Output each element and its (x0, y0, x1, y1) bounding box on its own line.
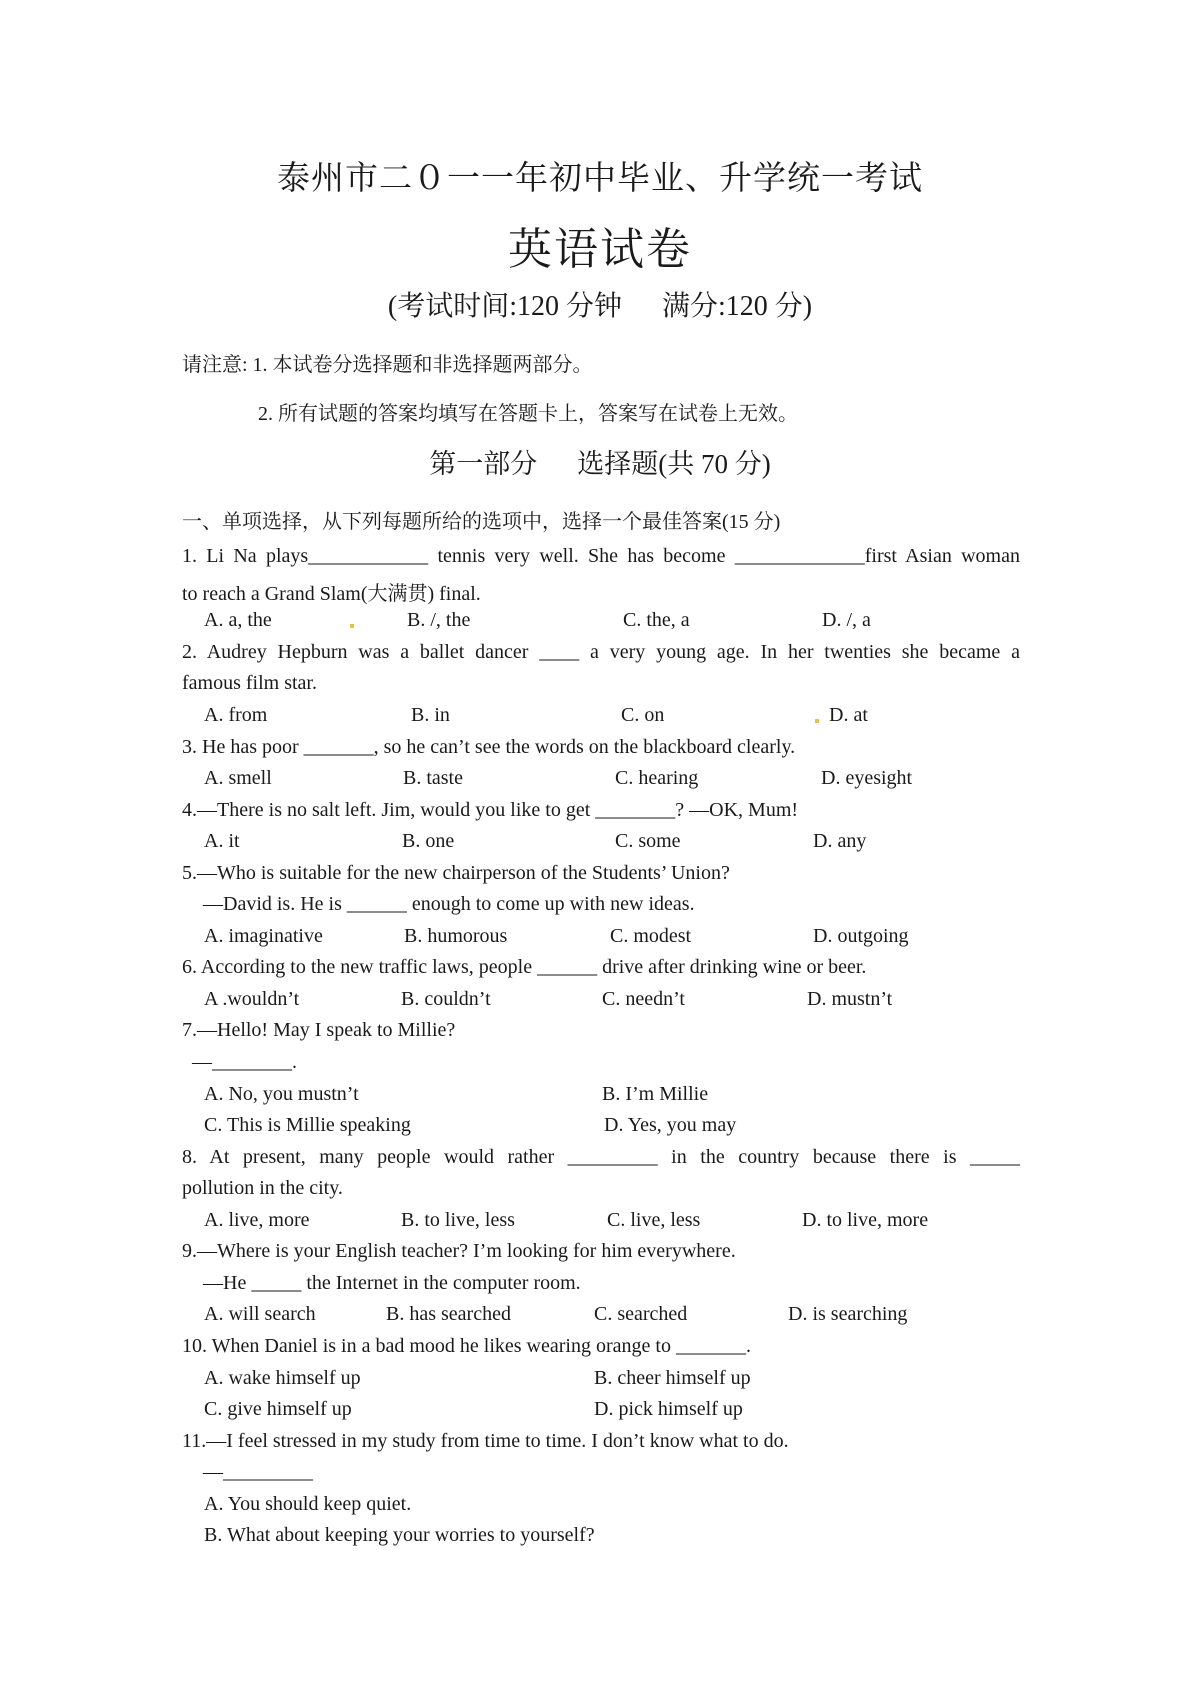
ink-speck (815, 719, 819, 723)
q5-option-a: A. imaginative (204, 925, 323, 947)
q2-option-c: C. on (621, 704, 665, 726)
q8-option-b: B. to live, less (401, 1209, 515, 1231)
q7-option-d: D. Yes, you may (604, 1114, 737, 1136)
q9-option-c: C. searched (594, 1303, 688, 1325)
q10-option-d: D. pick himself up (594, 1398, 743, 1420)
question-8-line-1: 8. At present, many people would rather _________ in the country because there is _____ (182, 1146, 1020, 1168)
q1-option-c: C. the, a (623, 609, 690, 631)
q1-option-a: A. a, the (204, 609, 272, 631)
question-11-line-1: 11.—I feel stressed in my study from time to time. I don’t know what to do. (182, 1430, 789, 1452)
section-heading: 一、单项选择，从下列每题所给的选项中，选择一个最佳答案(15 分) (182, 511, 781, 533)
q10-option-a: A. wake himself up (204, 1367, 361, 1389)
q4-option-b: B. one (402, 830, 455, 852)
q2-option-a: A. from (204, 704, 268, 726)
question-9-line-1: 9.—Where is your English teacher? I’m looking for him everywhere. (182, 1240, 736, 1262)
q8-option-d: D. to live, more (802, 1209, 929, 1231)
part-label: 第一部分 (429, 449, 538, 479)
q8-option-a: A. live, more (204, 1209, 310, 1231)
q4-option-a: A. it (204, 830, 240, 852)
q7-option-b: B. I’m Millie (602, 1083, 709, 1105)
question-8-line-2: pollution in the city. (182, 1177, 343, 1199)
question-2-line-1: 2. Audrey Hepburn was a ballet dancer ____ a very young age. In her twenties she became a (182, 641, 1020, 663)
q5-option-b: B. humorous (404, 925, 508, 947)
question-6-line-1: 6. According to the new traffic laws, people ______ drive after drinking wine or beer. (182, 956, 867, 978)
q1-option-b: B. /, the (407, 609, 471, 631)
question-5-line-1: 5.—Who is suitable for the new chairperson of the Students’ Union? (182, 862, 730, 884)
question-7-line-1: 7.—Hello! May I speak to Millie? (182, 1019, 456, 1041)
question-1-line-1: 1. Li Na plays____________ tennis very well. She has become _____________first Asian woman (182, 545, 1020, 567)
q6-option-b: B. couldn’t (401, 988, 491, 1010)
part-one-heading (0, 442, 1200, 481)
exam-time: (考试时间:120 分钟 (387, 291, 622, 322)
question-7-line-2: —________. (192, 1051, 297, 1073)
question-4-line-1: 4.—There is no salt left. Jim, would you like to get ________? —OK, Mum! (182, 799, 799, 821)
question-5-line-2: —David is. He is ______ enough to come up with new ideas. (203, 893, 695, 915)
q4-option-c: C. some (615, 830, 681, 852)
q8-option-c: C. live, less (607, 1209, 701, 1231)
q6-option-d: D. mustn’t (807, 988, 893, 1010)
q9-option-d: D. is searching (788, 1303, 908, 1325)
q7-option-c: C. This is Millie speaking (204, 1114, 411, 1136)
q10-option-c: C. give himself up (204, 1398, 352, 1420)
question-3-line-1: 3. He has poor _______, so he can’t see the words on the blackboard clearly. (182, 736, 796, 758)
question-11-line-2: —_________ (203, 1461, 313, 1483)
q10-option-b: B. cheer himself up (594, 1367, 751, 1389)
q9-option-b: B. has searched (386, 1303, 511, 1325)
q5-option-d: D. outgoing (813, 925, 909, 947)
q4-option-d: D. any (813, 830, 867, 852)
q11-option-b: B. What about keeping your worries to yourself? (204, 1524, 595, 1546)
q7-option-a: A. No, you mustn’t (204, 1083, 359, 1105)
question-10-line-1: 10. When Daniel is in a bad mood he likes wearing orange to _______. (182, 1335, 751, 1357)
q6-option-a: A .wouldn’t (204, 988, 300, 1010)
q1-option-d: D. /, a (822, 609, 871, 631)
q3-option-d: D. eyesight (821, 767, 913, 789)
q3-option-c: C. hearing (615, 767, 699, 789)
exam-info (0, 284, 1200, 324)
q3-option-a: A. smell (204, 767, 272, 789)
full-score: 满分:120 分) (662, 291, 813, 322)
q3-option-b: B. taste (403, 767, 463, 789)
part-title: 选择题(共 70 分) (577, 449, 771, 479)
exam-title: 泰州市二０一一年初中毕业、升学统一考试 (277, 161, 923, 197)
q6-option-c: C. needn’t (602, 988, 685, 1010)
q11-option-a: A. You should keep quiet. (204, 1493, 412, 1515)
question-9-line-2: —He _____ the Internet in the computer room. (203, 1272, 581, 1294)
ink-speck (350, 624, 354, 628)
subject-title: 英语试卷 (508, 225, 692, 274)
q5-option-c: C. modest (610, 925, 692, 947)
question-2-line-2: famous film star. (182, 672, 317, 694)
q9-option-a: A. will search (204, 1303, 316, 1325)
q2-option-b: B. in (411, 704, 450, 726)
note-1: 请注意: 1. 本试卷分选择题和非选择题两部分。 (182, 354, 593, 376)
question-1-line-2: to reach a Grand Slam(大满贯) final. (182, 583, 481, 605)
note-2: 2. 所有试题的答案均填写在答题卡上，答案写在试卷上无效。 (258, 403, 798, 425)
q2-option-d: D. at (829, 704, 868, 726)
